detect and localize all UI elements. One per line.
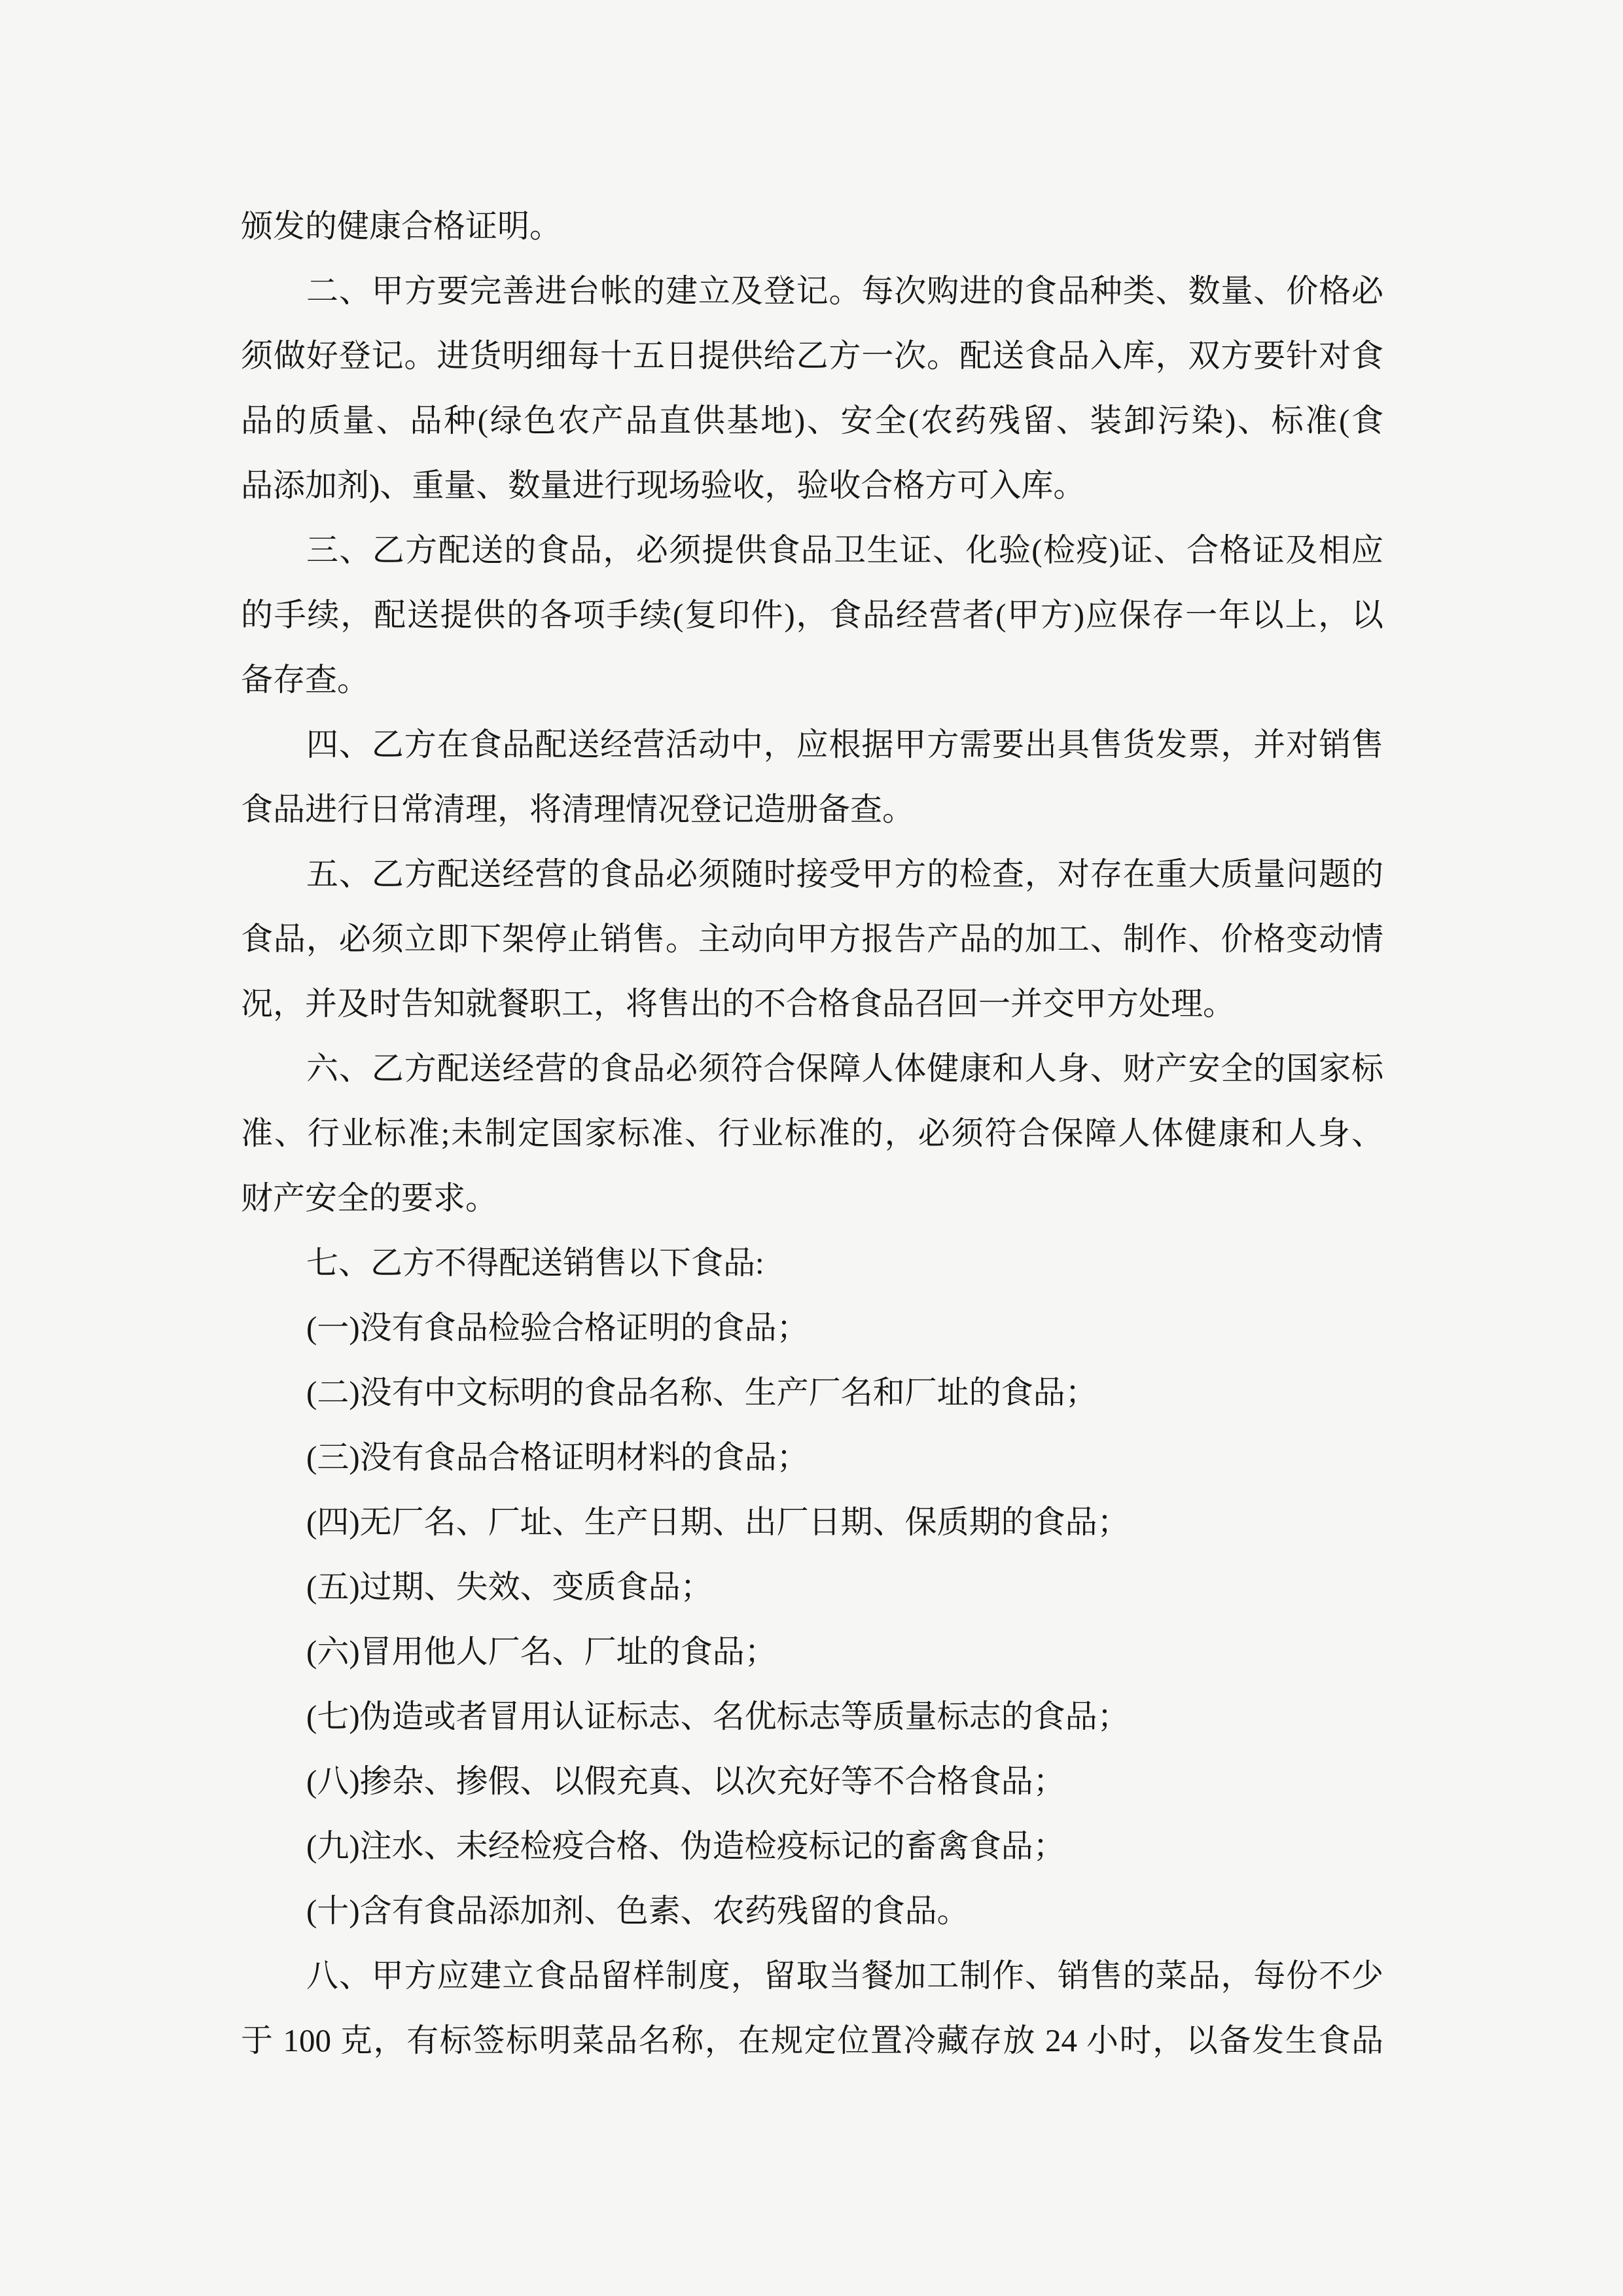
text-line: 况，并及时告知就餐职工，将售出的不合格食品召回一并交甲方处理。 [241, 986, 1236, 1022]
text-line: (七)伪造或者冒用认证标志、名优标志等质量标志的食品； [306, 1698, 1130, 1734]
text-line: (四)无厂名、厂址、生产日期、出厂日期、保质期的食品； [306, 1504, 1130, 1540]
text-line: (一)没有食品检验合格证明的食品； [306, 1310, 809, 1346]
text-line: 颁发的健康合格证明。 [241, 208, 562, 244]
text-line: 财产安全的要求。 [241, 1180, 498, 1216]
text-line: 三、乙方配送的食品，必须提供食品卫生证、化验(检疫)证、合格证及相应 [306, 532, 1383, 568]
document-body [241, 194, 1383, 2073]
text-line: 品的质量、品种(绿色农产品直供基地)、安全(农药残留、装卸污染)、标准(食 [241, 403, 1383, 439]
text-line: 六、乙方配送经营的食品必须符合保障人体健康和人身、财产安全的国家标 [306, 1050, 1383, 1086]
text-line: 食品，必须立即下架停止销售。主动向甲方报告产品的加工、制作、价格变动情 [241, 921, 1383, 957]
text-line: 的手续，配送提供的各项手续(复印件)，食品经营者(甲方)应保存一年以上，以 [241, 597, 1383, 633]
text-line: 于 100 克，有标签标明菜品名称，在规定位置冷藏存放 24 小时，以备发生食品 [241, 2022, 1383, 2058]
text-line: 备存查。 [241, 662, 370, 698]
text-line: 五、乙方配送经营的食品必须随时接受甲方的检查，对存在重大质量问题的 [306, 856, 1383, 892]
text-line: 二、甲方要完善进台帐的建立及登记。每次购进的食品种类、数量、价格必 [306, 273, 1383, 309]
text-line: (二)没有中文标明的食品名称、生产厂名和厂址的食品； [306, 1374, 1097, 1410]
text-line: 八、甲方应建立食品留样制度，留取当餐加工制作、销售的菜品，每份不少 [306, 1958, 1383, 1994]
text-line: (十)含有食品添加剂、色素、农药残留的食品。 [306, 1893, 969, 1929]
text-line: 须做好登记。进货明细每十五日提供给乙方一次。配送食品入库，双方要针对食 [241, 338, 1383, 374]
text-line: 准、行业标准;未制定国家标准、行业标准的，必须符合保障人体健康和人身、 [241, 1115, 1383, 1151]
text-line: 食品进行日常清理，将清理情况登记造册备查。 [241, 791, 915, 827]
text-line: 七、乙方不得配送销售以下食品: [306, 1245, 764, 1281]
text-line: (九)注水、未经检疫合格、伪造检疫标记的畜禽食品； [306, 1828, 1065, 1864]
text-line: 四、乙方在食品配送经营活动中，应根据甲方需要出具售货发票，并对销售 [306, 726, 1383, 762]
text-line: (八)掺杂、掺假、以假充真、以次充好等不合格食品； [306, 1763, 1065, 1799]
text-line: (五)过期、失效、变质食品； [306, 1569, 713, 1605]
text-line: (六)冒用他人厂名、厂址的食品； [306, 1634, 777, 1670]
text-line: (三)没有食品合格证明材料的食品； [306, 1439, 809, 1475]
text-line: 品添加剂)、重量、数量进行现场验收，验收合格方可入库。 [241, 467, 1086, 503]
